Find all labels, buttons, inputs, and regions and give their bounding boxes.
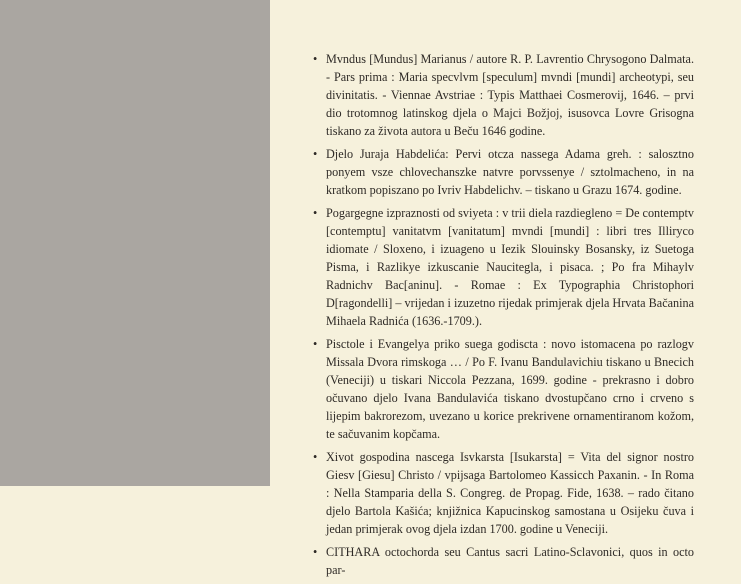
list-item (313, 335, 694, 443)
list-item (313, 448, 694, 538)
gray-side-panel (0, 0, 270, 486)
entry-text: Pisctole i Evangelya priko suega godiscta : novo istomacena po razlogv Missala Dvora rimskoga … / Po F. Ivanu Bandulavichiu tiskano u Bnecich (Veneciji) u tiskari Niccola Pezzana, 1699. godine - prekrasno i dobro očuvano djelo Ivana Bandulavića tiskano dvostupčano crno i crveno s lijepim bakrorezom, uvezano u korice prekrivene ornamentiranom kožom, te sačuvanim kopčama. (326, 337, 694, 441)
entry-text: Djelo Juraja Habdelića: Pervi otcza nassega Adama greh. : salosztno ponyem vsze chlovechanszke natvre porvssenye / sztolmacheno, in na kratkom popiszano po Ivriv Habdelichv. – tiskano u Grazu 1674. godine. (326, 147, 694, 197)
entry-text: Xivot gospodina nascega Isvkarsta [Isukarsta] = Vita del signor nostro Giesv [Giesu] Christo / vpijsaga Bartolomeo Kassicch Paxanin. - In Roma : Nella Stamparia della S. Congreg. de Propag. Fide, 1638. – rado čitano djelo Bartola Kašića; knjižnica Kapucinskog samostana u Osijeku čuva i jedan primjerak ovog djela izdan 1700. godine u Veneciji. (326, 450, 694, 536)
entry-text: Pogargegne izpraznosti od sviyeta : v trii diela razdiegleno = De contemptv [contemptu] vanitatvm [vanitatum] mvndi [mundi] : libri tres Illiryco idiomate / Sloxeno, i izuageno u Iezik Slouinsky Bosansky, iz Suetoga Pisma, i Razlikye izkuscanie Naucitegla, i pisaca. ; Po fra Mihaylv Radnichv Bac[aninu]. - Romae : Ex Typographia Christophori D[ragondelli] – vrijedan i izuzetno rijedak primjerak djela Hrvata Bačanina Mihaela Radnića (1636.-1709.). (326, 206, 694, 328)
bullet-icon: • (313, 337, 318, 351)
document-page (270, 0, 741, 577)
bullet-icon: • (313, 147, 318, 161)
bullet-icon: • (313, 450, 318, 464)
list-item (313, 50, 694, 140)
list-item (313, 145, 694, 199)
entry-text: Mvndus [Mundus] Marianus / autore R. P. Lavrentio Chrysogono Dalmata. - Pars prima : Maria specvlvm [speculum] mvndi [mundi] archeotypi, seu divinitatis. - Viennae Avstriae : Typis Matthaei Cosmerovij, 1646. – prvi dio trotomnog latinskog djela o Majci Božjoj, isusovca Lovre Grisogna tiskano za života autora u Beču 1646 godine. (326, 52, 694, 138)
entry-text: CITHARA octochorda seu Cantus sacri Latino-Sclavonici, quos in octo par- (326, 545, 694, 577)
bullet-icon: • (313, 52, 318, 66)
bullet-icon: • (313, 206, 318, 220)
book-list (313, 50, 694, 584)
list-item (313, 204, 694, 330)
bullet-icon: • (313, 545, 318, 559)
list-item (313, 543, 694, 579)
